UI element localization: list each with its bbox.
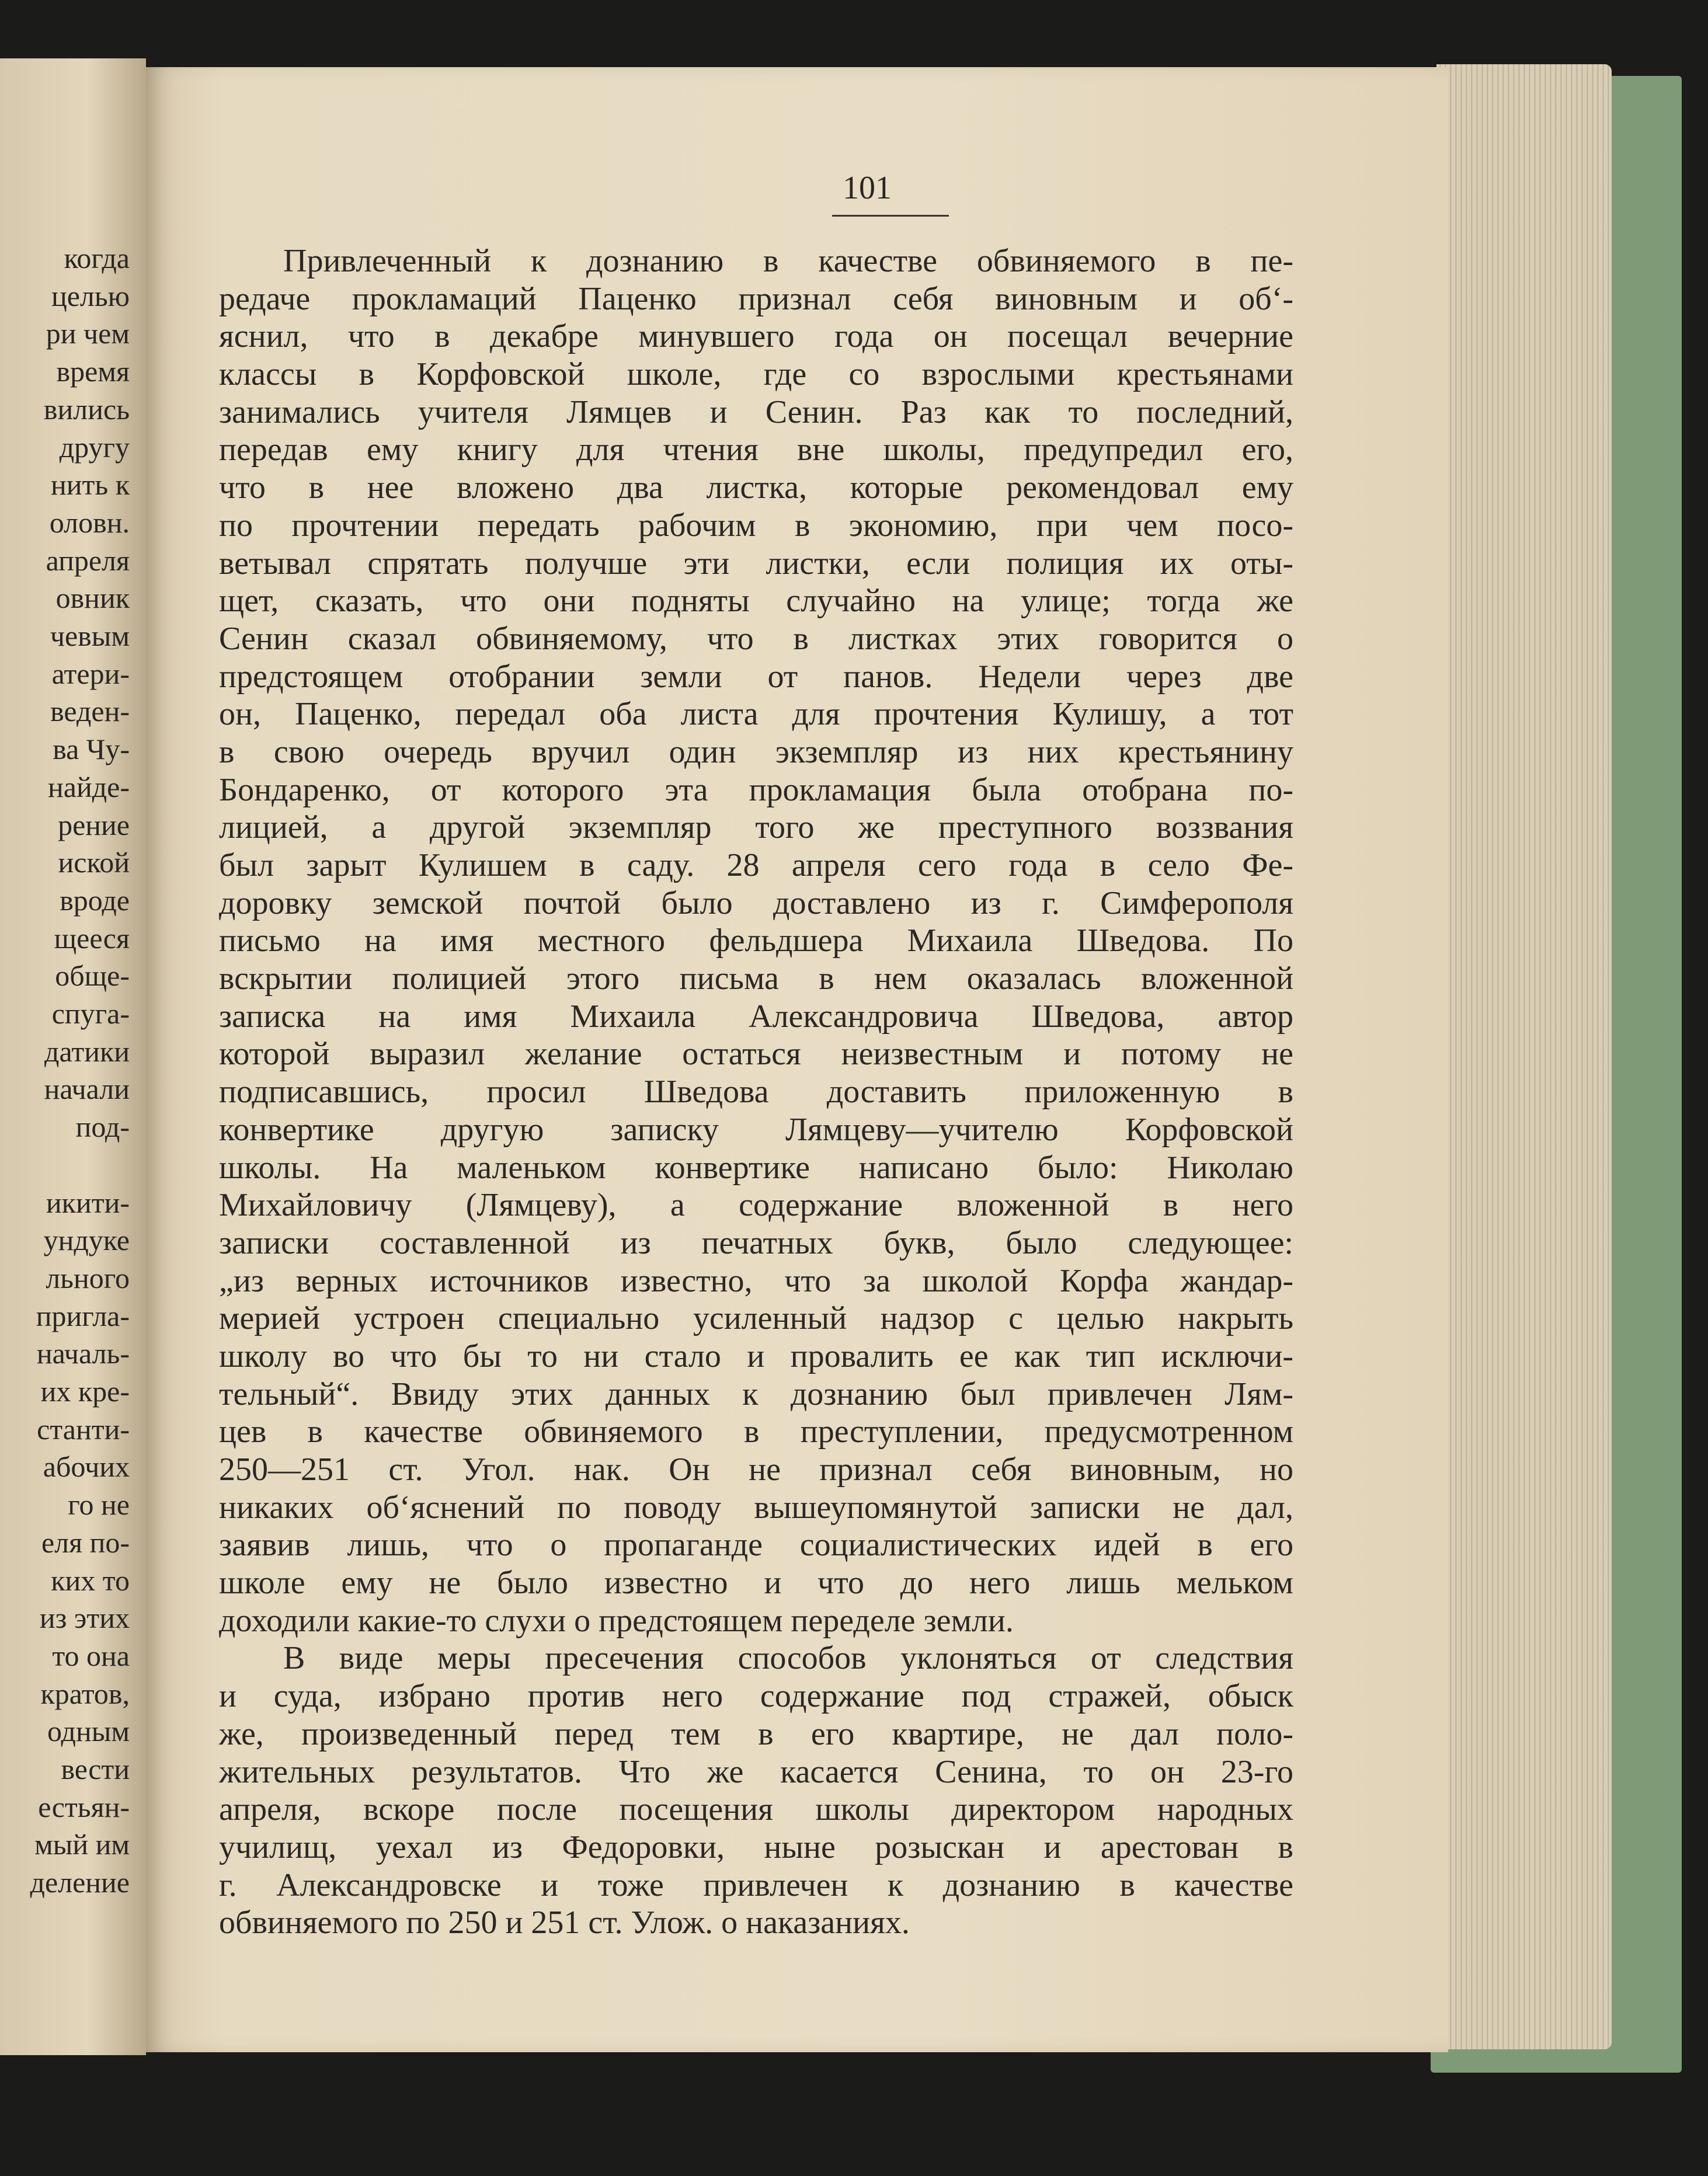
text-line: конвертике другую записку Лямцеву—учителю Корфовской (219, 1111, 1293, 1148)
text-line: же, произведенный перед тем в его квартире, не дал поло- (219, 1715, 1293, 1752)
left-page-fragment: икити- (46, 1186, 130, 1219)
left-page-fragment: другу (59, 430, 130, 464)
text-line: никаких об‘яснений по поводу вышеупомянутой записки не дал, (219, 1489, 1293, 1526)
left-page-fragment: вились (43, 392, 130, 426)
text-line: цев в качестве обвиняемого в преступлении, предусмотренном (219, 1413, 1293, 1450)
text-line: ветывал спрятать получше эти листки, если полиция их оты- (219, 545, 1293, 582)
text-line: которой выразил желание остаться неизвестным и потому не (219, 1036, 1293, 1073)
left-page-fragment: их кре- (40, 1375, 130, 1408)
left-page-fragment: вести (61, 1753, 130, 1785)
left-page-fragment: льного (46, 1261, 130, 1294)
text-line: по прочтении передать рабочим в экономию, при чем посо- (219, 507, 1293, 544)
left-page-fragment: ва Чу- (53, 733, 130, 766)
left-page-fragment: время (56, 355, 130, 388)
left-page-fragment: оловн. (49, 506, 130, 539)
paragraph (219, 1639, 1293, 1942)
text-line: Михайловичу (Лямцеву), а содержание вложенной в него (219, 1187, 1293, 1224)
body-text (219, 242, 1293, 1942)
text-line: школы. На маленьком конвертике написано было: Николаю (219, 1149, 1293, 1186)
text-line: Сенин сказал обвиняемому, что в листках этих говорится о (219, 620, 1293, 657)
text-line: письмо на имя местного фельдшера Михаила Шведова. По (219, 922, 1293, 959)
left-page-fragment: ких то (51, 1564, 130, 1597)
text-line: заявив лишь, что о пропаганде социалистических идей в его (219, 1527, 1293, 1564)
text-line: училищ, уехал из Федоровки, ныне розыскан и арестован в (219, 1829, 1293, 1865)
left-facing-page (0, 58, 146, 2055)
left-page-fragment: естьян- (38, 1790, 130, 1823)
left-page-fragment: когда (64, 242, 130, 274)
text-line: Привлеченный к дознанию в качестве обвиняемого в пе- (283, 243, 1293, 279)
left-page-fragment: абочих (43, 1450, 130, 1484)
left-page-fragment: веден- (50, 695, 130, 728)
left-page-fragment: под- (75, 1110, 130, 1144)
text-line: тельный“. Ввиду этих данных к дознанию был привлечен Лям- (219, 1376, 1293, 1412)
left-page-fragment: иской (58, 846, 130, 879)
left-page-fragment: найде- (48, 770, 130, 803)
text-line: классы в Корфовской школе, где со взрослыми крестьянами (219, 356, 1293, 393)
left-page-fragment: овник (55, 582, 130, 615)
text-line: что в нее вложено два листка, которые рекомендовал ему (219, 469, 1293, 506)
text-line: занимались учителя Лямцев и Сенин. Раз как то последний, (219, 394, 1293, 430)
page-number-rule (832, 215, 949, 217)
left-page-fragment: началь- (36, 1337, 130, 1370)
left-page-fragment: мый им (34, 1828, 130, 1861)
text-line: щет, сказать, что они подняты случайно на улице; тогда же (219, 583, 1293, 619)
left-page-fragment: одным (47, 1715, 130, 1748)
page-edges (1436, 64, 1612, 2049)
left-page-fragment: датики (44, 1035, 130, 1068)
left-page-fragment: ундуке (43, 1224, 130, 1257)
text-line: редаче прокламаций Паценко признал себя виновным и об‘- (219, 280, 1293, 317)
left-page-fragment: спуга- (51, 997, 130, 1030)
text-line: передав ему книгу для чтения вне школы, предупредил его, (219, 431, 1293, 468)
text-line: был зарыт Кулишем в саду. 28 апреля сего года в село Фе- (219, 847, 1293, 883)
text-line: доходили какие-то слухи о предстоящем переделе земли. (219, 1602, 1014, 1639)
text-line: лицией, а другой экземпляр того же преступного воззвания (219, 809, 1293, 846)
text-line: предстоящем отобрании земли от панов. Недели через две (219, 658, 1293, 695)
text-line: В виде меры пресечения способов уклоняться от следствия (283, 1640, 1293, 1677)
text-line: он, Паценко, передал оба листа для прочтения Кулишу, а тот (219, 696, 1293, 733)
paragraph (219, 242, 1293, 1639)
text-line: Бондаренко, от которого эта прокламация была отобрана по- (219, 771, 1293, 808)
text-line: г. Александровске и тоже привлечен к дознанию в качестве (219, 1867, 1293, 1903)
text-line: подписавшись, просил Шведова доставить приложенную в (219, 1074, 1293, 1110)
left-page-fragment: атери- (51, 657, 130, 690)
text-line: в свою очередь вручил один экземпляр из них крестьянину (219, 733, 1293, 770)
left-page-fragment: ри чем (46, 317, 130, 350)
left-page-fragment: станти- (37, 1412, 130, 1446)
text-line: записки составленной из печатных букв, было следующее: (219, 1224, 1293, 1261)
left-page-fragment: начали (44, 1073, 130, 1106)
left-page-fragment: еля по- (41, 1526, 130, 1559)
left-page-fragment: вроде (60, 883, 130, 917)
left-page-fragment: го не (68, 1488, 130, 1522)
text-line: обвиняемого по 250 и 251 ст. Улож. о наказаниях. (219, 1905, 910, 1941)
left-page-fragment: из этих (39, 1601, 130, 1635)
left-page-fragment: чевым (50, 619, 130, 652)
text-line: школу во что бы то ни стало и провалить ее как тип исключи- (219, 1338, 1293, 1374)
text-line: апреля, вскоре после посещения школы директором народных (219, 1791, 1293, 1828)
text-line: вскрытии полицией этого письма в нем оказалась вложенной (219, 960, 1293, 997)
text-line: жительных результатов. Что же касается Сенина, то он 23-го (219, 1753, 1293, 1790)
text-line: доровку земской почтой было доставлено из г. Симферополя (219, 885, 1293, 921)
text-line: яснил, что в декабре минувшего года он посещал вечерние (219, 318, 1293, 355)
left-page-fragment: пригла- (36, 1299, 130, 1332)
text-line: мерией устроен специально усиленный надзор с целью накрыть (219, 1300, 1293, 1337)
left-page-fragment: апреля (46, 544, 130, 577)
left-page-fragment: обще- (55, 959, 130, 993)
left-page-fragment: кратов, (40, 1677, 130, 1710)
left-page-fragment: нить к (51, 468, 130, 502)
text-line: 250—251 ст. Угол. нак. Он не признал себя виновным, но (219, 1451, 1293, 1488)
text-line: записка на имя Михаила Александровича Шведова, автор (219, 998, 1293, 1035)
text-line: и суда, избрано против него содержание под стражей, обыск (219, 1678, 1293, 1715)
left-page-fragment: рение (58, 808, 130, 841)
left-page-fragment: деление (30, 1866, 130, 1899)
page-number: 101 (843, 170, 892, 206)
left-page-fragment: щееся (54, 921, 130, 955)
left-page-fragment: то она (52, 1639, 130, 1672)
text-line: школе ему не было известно и что до него лишь мельком (219, 1565, 1293, 1601)
text-line: „из верных источников известно, что за школой Корфа жандар- (219, 1262, 1293, 1299)
left-page-fragment: целью (51, 279, 130, 312)
